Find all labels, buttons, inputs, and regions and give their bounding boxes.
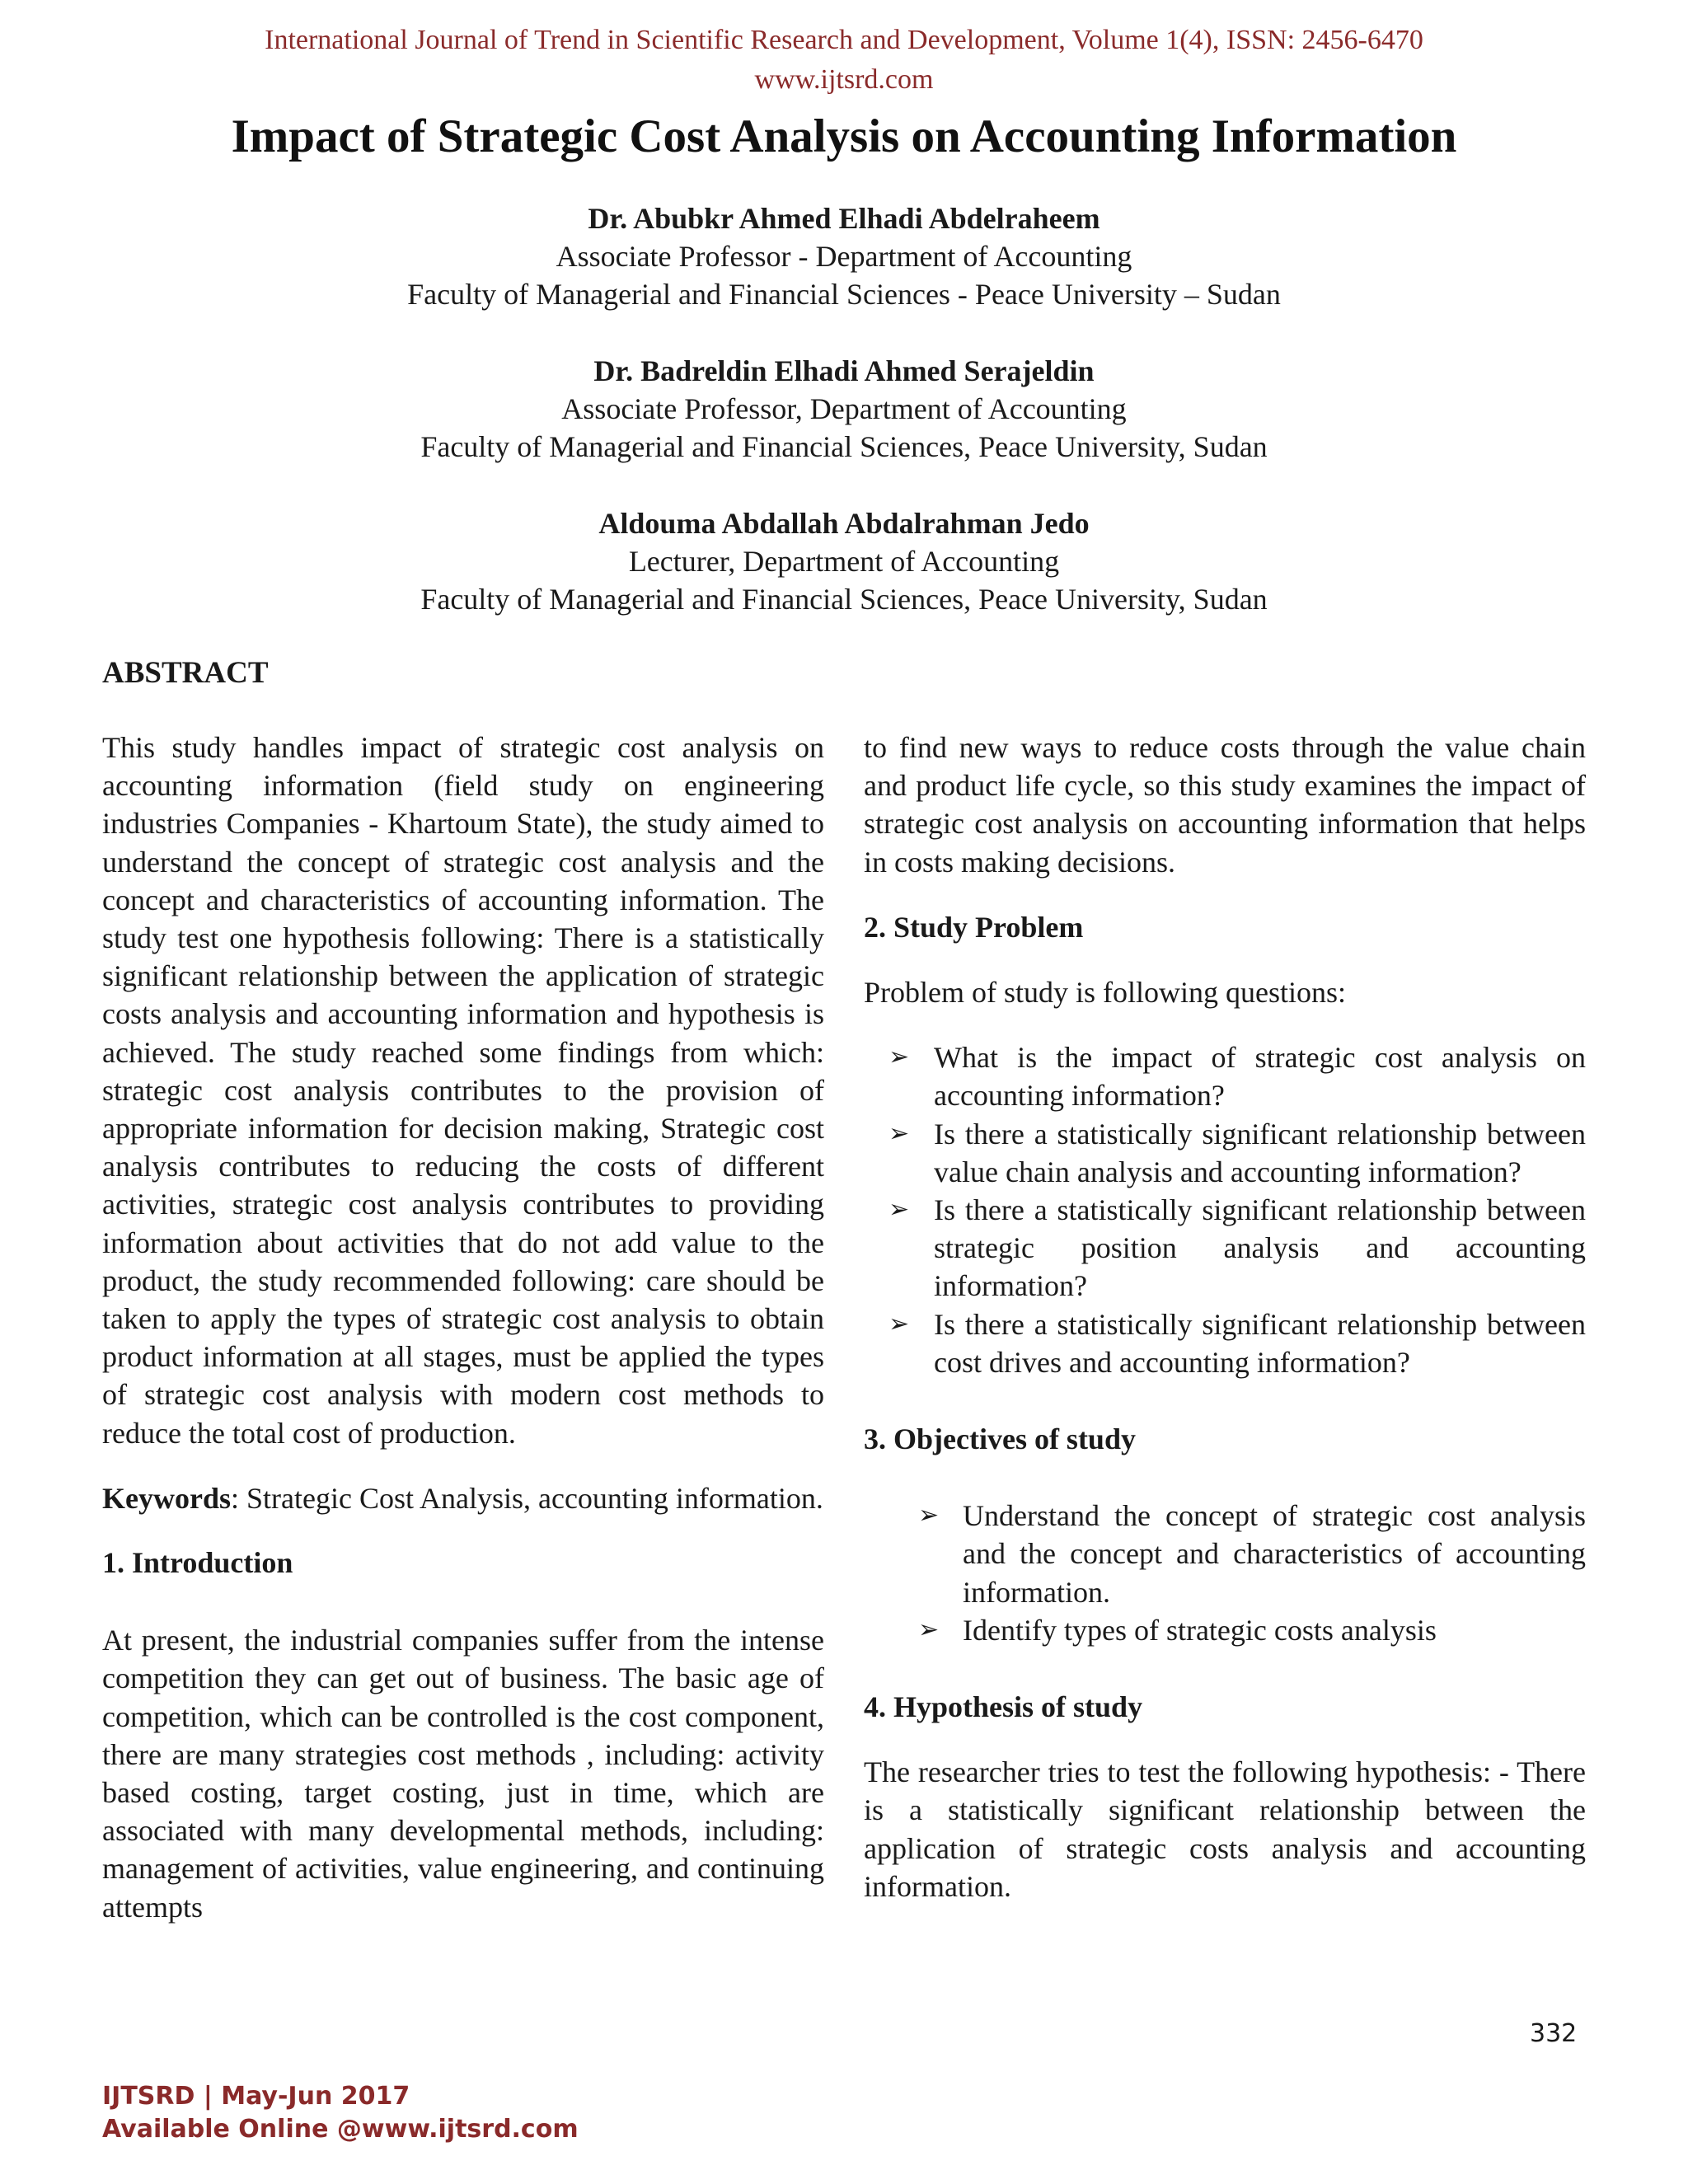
study-problem-list <box>864 1038 1586 1381</box>
author-block <box>0 352 1688 466</box>
question-text: Is there a statistically significant relationship between strategic position analysis and accounting information? <box>934 1193 1586 1303</box>
arrow-bullet-icon: ➢ <box>889 1119 910 1147</box>
author-name: Dr. Badreldin Elhadi Ahmed Serajeldin <box>593 354 1095 387</box>
abstract-text: This study handles impact of strategic cost analysis on accounting information (field study on engineering industries Companies - Khartoum State), the study aimed to understand the concept of strategic cost analysis and the concept and characteristics of accounting information. The study test one hypothesis following: There is a statistically significant relationship between the application of strategic costs analysis and accounting information and hypothesis is achieved. The study reached some findings from which: strategic cost analysis contributes to the provision of appropriate information for decision making, Strategic cost analysis contributes to reducing the costs of different activities, strategic cost analysis contributes to providing information about activities that do not add value to the product, the study recommended following: care should be taken to apply the types of strategic cost analysis to obtain product information at all stages, must be applied the types of strategic cost analysis with modern cost methods to reduce the total cost of production. <box>102 731 824 1450</box>
objective-text: Understand the concept of strategic cost analysis and the concept and characteristics of accounting information. <box>963 1499 1586 1609</box>
arrow-bullet-icon: ➢ <box>889 1043 910 1071</box>
question-text: Is there a statistically significant relationship between cost drives and accounting information? <box>934 1307 1586 1379</box>
list-item <box>864 1191 1586 1305</box>
hypothesis-text: The researcher tries to test the following hypothesis: - There is a statistically significant relationship between the application of strategic costs analysis and accounting information. <box>864 1755 1586 1903</box>
author-affiliation: Faculty of Managerial and Financial Sciences, Peace University, Sudan <box>420 430 1268 463</box>
list-item <box>864 1038 1586 1114</box>
list-item <box>864 1115 1586 1191</box>
objectives-list <box>864 1497 1586 1649</box>
list-item <box>864 1497 1586 1611</box>
author-list <box>0 199 1688 657</box>
arrow-bullet-icon: ➢ <box>889 1310 910 1338</box>
study-problem-heading: 2. Study Problem <box>864 910 1084 944</box>
arrow-bullet-icon: ➢ <box>918 1615 940 1643</box>
author-block <box>0 504 1688 618</box>
study-problem-intro: Problem of study is following questions: <box>864 976 1346 1010</box>
keywords-text: : Strategic Cost Analysis, accounting information. <box>231 1481 823 1515</box>
introduction-heading: 1. Introduction <box>102 1546 293 1580</box>
journal-website: www.ijtsrd.com <box>754 64 934 95</box>
list-item <box>864 1305 1586 1381</box>
author-position: Associate Professor, Department of Accounting <box>561 392 1127 425</box>
question-text: Is there a statistically significant relationship between value chain analysis and accounting information? <box>934 1117 1586 1188</box>
keywords-label: Keywords <box>102 1481 231 1515</box>
keywords <box>102 1479 824 1517</box>
right-column <box>864 729 1586 1905</box>
introduction-continuation: to find new ways to reduce costs through the value chain and product life cycle, so this study examines the impact of strategic cost analysis on accounting information that helps in costs making decisions. <box>864 731 1586 879</box>
author-affiliation: Faculty of Managerial and Financial Sciences - Peace University – Sudan <box>407 278 1281 311</box>
left-column <box>102 729 824 1926</box>
question-text: What is the impact of strategic cost analysis on accounting information? <box>934 1041 1586 1113</box>
author-name: Aldouma Abdallah Abdalrahman Jedo <box>598 507 1090 540</box>
list-item <box>864 1611 1586 1649</box>
paper-title: Impact of Strategic Cost Analysis on Accounting Information <box>231 110 1457 162</box>
author-affiliation: Faculty of Managerial and Financial Sciences, Peace University, Sudan <box>420 583 1268 616</box>
author-name: Dr. Abubkr Ahmed Elhadi Abdelraheem <box>588 202 1100 235</box>
author-block <box>0 199 1688 313</box>
abstract-heading: ABSTRACT <box>102 656 269 690</box>
objective-text: Identify types of strategic costs analysis <box>963 1613 1437 1647</box>
hypothesis-heading: 4. Hypothesis of study <box>864 1690 1143 1724</box>
author-position: Associate Professor - Department of Accounting <box>556 240 1132 273</box>
page-number: 332 <box>1530 2019 1578 2048</box>
journal-header: International Journal of Trend in Scientific Research and Development, Volume 1(4), ISSN: 2456-6470 <box>265 25 1423 55</box>
author-position: Lecturer, Department of Accounting <box>628 545 1060 578</box>
objectives-heading: 3. Objectives of study <box>864 1422 1136 1456</box>
arrow-bullet-icon: ➢ <box>918 1502 940 1530</box>
arrow-bullet-icon: ➢ <box>889 1196 910 1224</box>
footer-journal: IJTSRD | May-Jun 2017 <box>102 2082 410 2111</box>
introduction-text: At present, the industrial companies suffer from the intense competition they can get out of business. The basic age of competition, which can be controlled is the cost component, there are many strategies cost methods , including: activity based costing, target costing, just in time, which are associated with many developmental methods, including: management of activities, value engineering, and continuing attempts <box>102 1624 824 1924</box>
footer-website: Available Online @www.ijtsrd.com <box>102 2115 579 2144</box>
